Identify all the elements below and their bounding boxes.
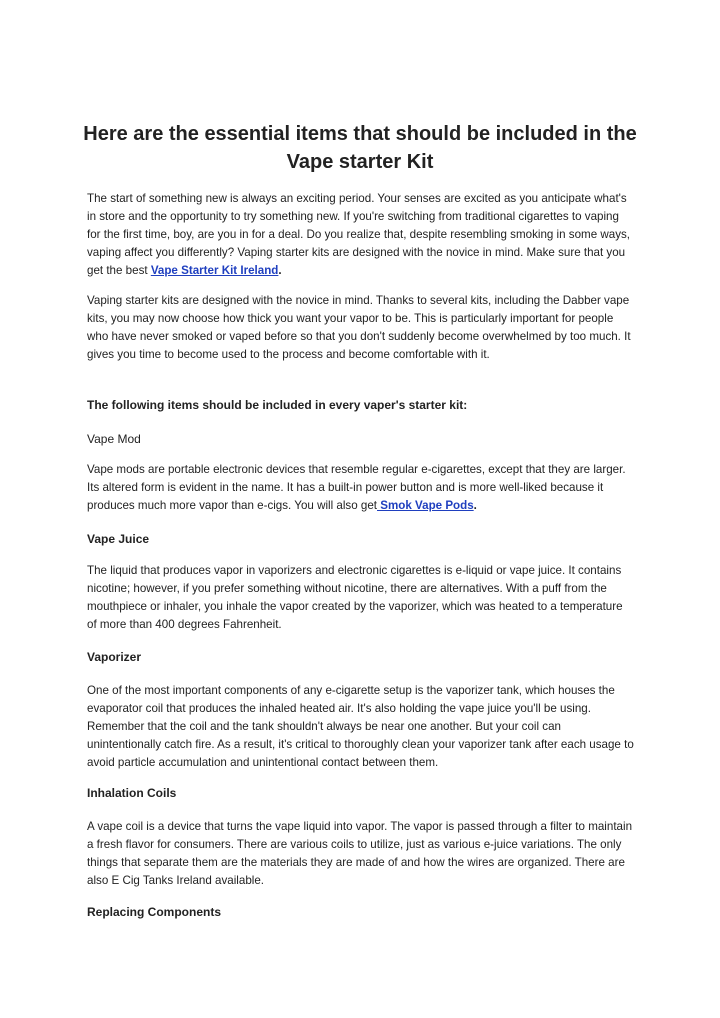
replacing-components-heading: Replacing Components <box>87 905 222 919</box>
inhalation-coils-heading: Inhalation Coils <box>87 786 177 800</box>
intro-period: . <box>278 264 282 277</box>
vaporizer-paragraph: One of the most important components of any e-cigarette setup is the vaporizer tank, which houses the evaporator coil that produces the inhaled heated air. It's also holding the vape juice you'll be using. Remember that the coil and the tank shouldn't always be near one another. But your coil can unintentionally catch fire. As a result, it's critical to thoroughly clean your vaporizer tank after each usage to avoid particle accumulation and unintentional contact between them. <box>87 684 634 769</box>
page-title: Here are the essential items that should be included in the Vape starter Kit <box>83 123 637 173</box>
items-heading: The following items should be included in every vaper's starter kit: <box>87 398 468 412</box>
smok-vape-pods-link[interactable]: Smok Vape Pods <box>377 499 474 512</box>
vaporizer-heading: Vaporizer <box>87 650 142 664</box>
vape-mod-paragraph <box>87 461 635 515</box>
vape-juice-heading: Vape Juice <box>87 532 150 546</box>
vape-mod-heading: Vape Mod <box>87 432 141 446</box>
inhalation-coils-paragraph: A vape coil is a device that turns the vape liquid into vapor. The vapor is passed through a filter to maintain a fresh flavor for consumers. There are various coils to utilize, just as various e-juice variations. The only things that separate them are the materials they are made of and how the wires are organized. There are also E Cig Tanks Ireland available. <box>87 820 633 887</box>
vape-starter-kit-link[interactable]: Vape Starter Kit Ireland <box>150 264 279 277</box>
vape-mod-text: Vape mods are portable electronic devices that resemble regular e-cigarettes, except that they are larger. Its altered form is evident in the name. It has a built-in power button and is more well-liked because it produces much more vapor than e-cigs. You will also get <box>87 463 626 512</box>
intro-paragraph <box>87 190 635 280</box>
vape-juice-paragraph: The liquid that produces vapor in vaporizers and electronic cigarettes is e-liquid or vape juice. It contains nicotine; however, if you prefer something without nicotine, there are alternatives. With a puff from the mouthpiece or inhaler, you inhale the vapor created by the vaporizer, which was heated to a temperature of more than 400 degrees Fahrenheit. <box>87 564 623 631</box>
starter-kits-paragraph: Vaping starter kits are designed with the novice in mind. Thanks to several kits, including the Dabber vape kits, you may now choose how thick you want your vapor to be. This is particularly important for people who have never smoked or vaped before so that you don't suddenly become overwhelmed by too much. It gives you time to become used to the process and become comfortable with it. <box>87 294 631 361</box>
intro-text: The start of something new is always an exciting period. Your senses are excited as you anticipate what's in store and the opportunity to try something new. If you're switching from traditional cigarettes to vaping for the first time, boy, are you in for a deal. Do you realize that, despite resembling smoking in some ways, vaping affect you differently? Vaping starter kits are designed with the novice in mind. Make sure that you get the best <box>87 192 631 277</box>
vape-mod-period: . <box>473 499 477 512</box>
